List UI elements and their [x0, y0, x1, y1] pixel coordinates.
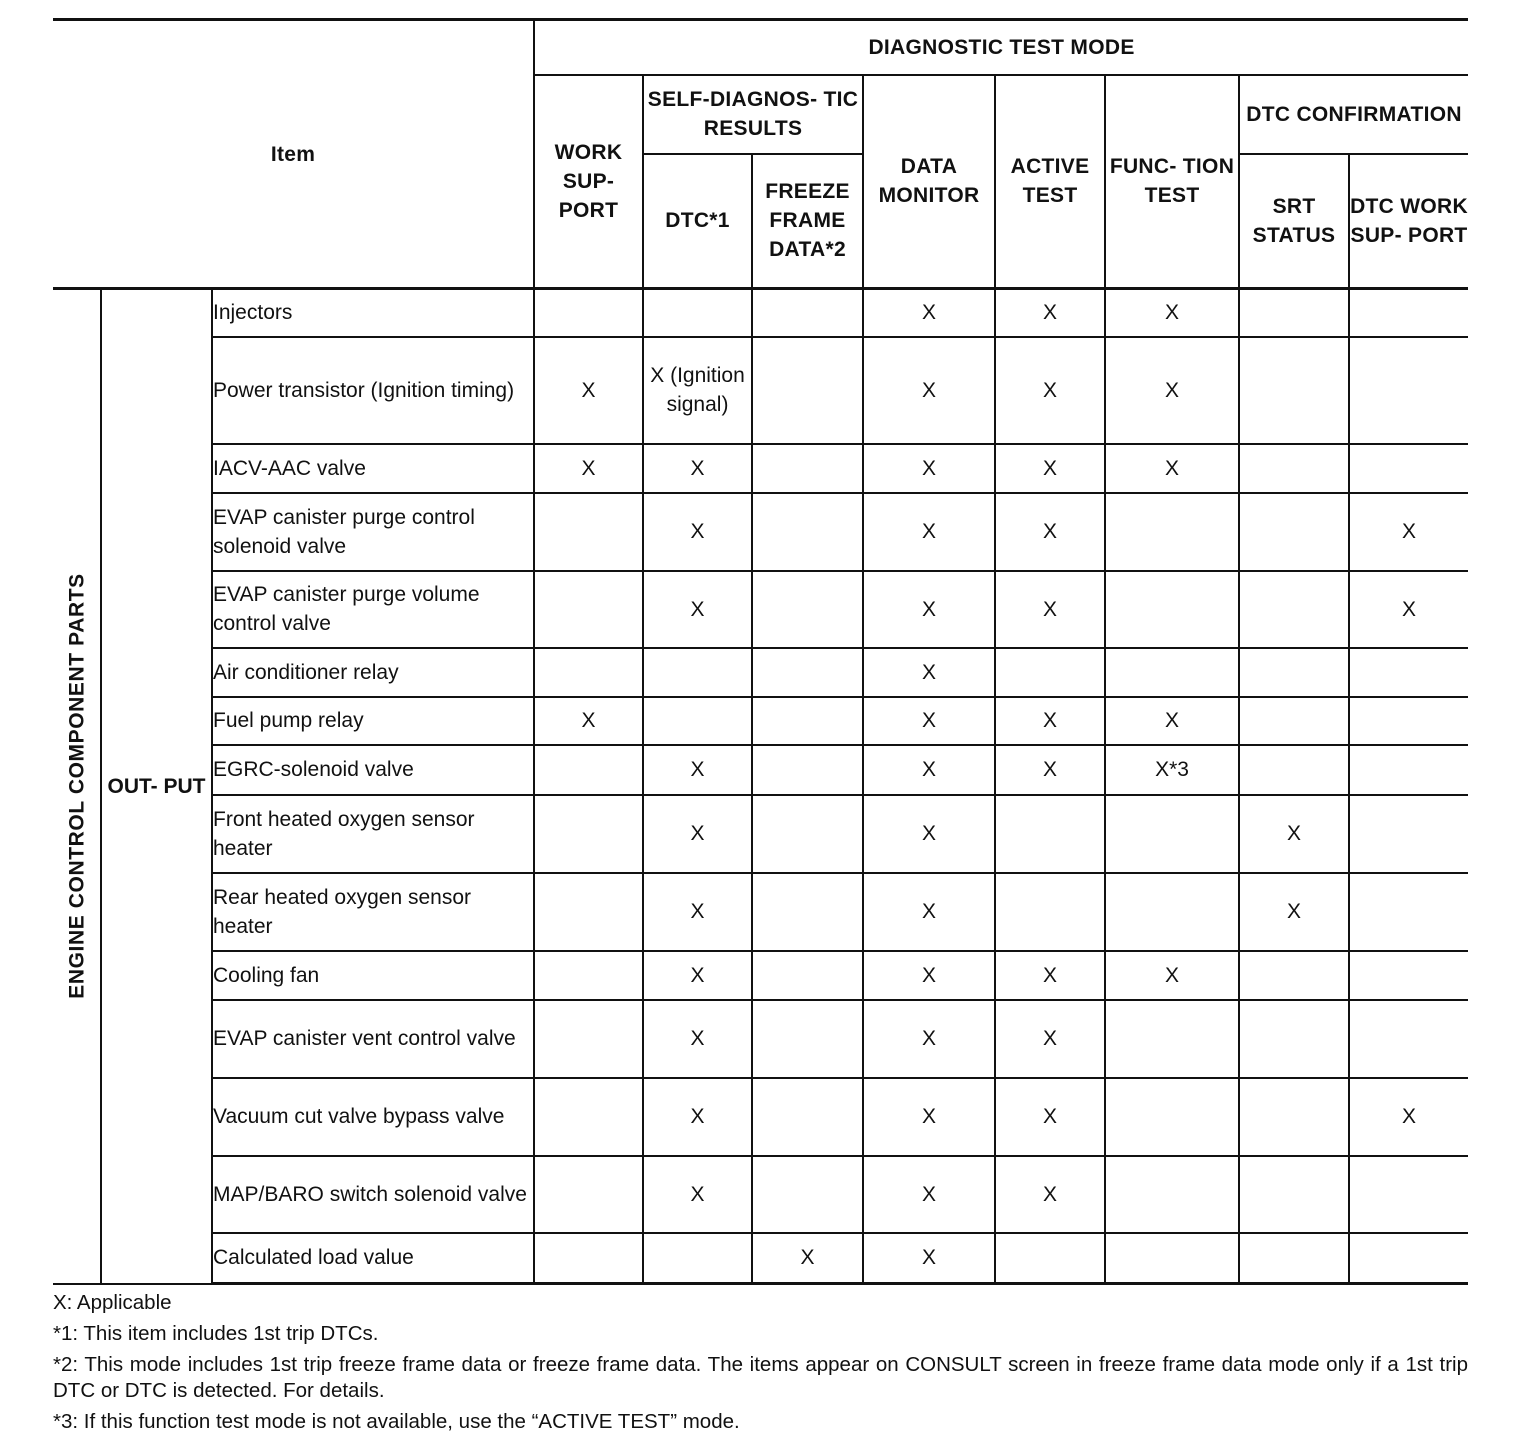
- table-header: [53, 20, 1468, 289]
- mark-cell: X: [643, 1000, 752, 1078]
- mark-cell: X: [1105, 951, 1239, 1000]
- mark-cell: X: [752, 1233, 863, 1284]
- mark-cell: X: [995, 697, 1105, 745]
- mark-cell: X: [643, 795, 752, 873]
- mark-cell: [752, 571, 863, 648]
- mark-cell: X: [995, 444, 1105, 493]
- mark-cell: X: [863, 1233, 995, 1284]
- mark-cell: [1105, 1156, 1239, 1233]
- mark-cell: [1239, 1078, 1349, 1156]
- mark-cell: [1239, 745, 1349, 795]
- mark-cell: [534, 571, 643, 648]
- mark-cell: X: [643, 1156, 752, 1233]
- mark-cell: X: [863, 337, 995, 444]
- mark-cell: X: [643, 873, 752, 951]
- mark-cell: X: [643, 951, 752, 1000]
- table-row: [53, 697, 1468, 745]
- mark-cell: [752, 493, 863, 571]
- item-cell: IACV-AAC valve: [212, 444, 534, 493]
- mark-cell: [752, 648, 863, 697]
- mark-cell: X: [534, 697, 643, 745]
- mark-cell: X: [1105, 697, 1239, 745]
- mark-cell: [1239, 571, 1349, 648]
- mark-cell: X: [863, 648, 995, 697]
- mark-cell: [1239, 1156, 1349, 1233]
- header-data-monitor: DATA MONITOR: [863, 75, 995, 289]
- item-cell: EVAP canister purge control solenoid valve: [212, 493, 534, 571]
- mark-cell: [1105, 493, 1239, 571]
- table-row: [53, 571, 1468, 648]
- mark-cell: [1349, 337, 1468, 444]
- mark-cell: X: [643, 444, 752, 493]
- mark-cell: [1349, 444, 1468, 493]
- item-cell: Injectors: [212, 289, 534, 337]
- mark-cell: X: [1239, 873, 1349, 951]
- mark-cell: [1349, 745, 1468, 795]
- mark-cell: X*3: [1105, 745, 1239, 795]
- mark-cell: [995, 795, 1105, 873]
- table-row: [53, 1156, 1468, 1233]
- mark-cell: [1239, 337, 1349, 444]
- mark-cell: [752, 697, 863, 745]
- mark-cell: [643, 1233, 752, 1284]
- item-cell: Cooling fan: [212, 951, 534, 1000]
- mark-cell: [1239, 697, 1349, 745]
- mark-cell: X: [995, 1156, 1105, 1233]
- mark-cell: X: [995, 1000, 1105, 1078]
- mark-cell: X: [643, 745, 752, 795]
- mark-cell: X: [643, 571, 752, 648]
- table-row: [53, 1078, 1468, 1156]
- mark-cell: [1105, 1000, 1239, 1078]
- mark-cell: [1349, 289, 1468, 337]
- table-row: [53, 648, 1468, 697]
- footnote-3: *3: If this function test mode is not available, use the “ACTIVE TEST” mode.: [53, 1410, 740, 1433]
- mark-cell: X: [1105, 444, 1239, 493]
- mark-cell: [1105, 795, 1239, 873]
- item-cell: EVAP canister vent control valve: [212, 1000, 534, 1078]
- mark-cell: X: [1349, 1078, 1468, 1156]
- mark-cell: [752, 951, 863, 1000]
- table-body: [53, 289, 1468, 1284]
- mark-cell: [752, 289, 863, 337]
- mark-cell: [752, 1078, 863, 1156]
- mark-cell: [752, 337, 863, 444]
- mark-cell: [643, 648, 752, 697]
- mark-cell: [534, 1156, 643, 1233]
- diagnostic-mode-table: [53, 18, 1468, 1285]
- mark-cell: [534, 873, 643, 951]
- item-cell: MAP/BARO switch solenoid valve: [212, 1156, 534, 1233]
- header-diagnostic-test-mode: DIAGNOSTIC TEST MODE: [534, 20, 1468, 75]
- footnote-2: *2: This mode includes 1st trip freeze frame data or freeze frame data. The items appear on CONSULT screen in freeze frame data mode only if a 1st trip DTC or DTC is detected. For details.: [53, 1353, 1468, 1402]
- mark-cell: [752, 745, 863, 795]
- mark-cell: [1349, 1000, 1468, 1078]
- header-active-test: ACTIVE TEST: [995, 75, 1105, 289]
- mark-cell: X: [863, 951, 995, 1000]
- mark-cell: X: [1239, 795, 1349, 873]
- mark-cell: [1239, 951, 1349, 1000]
- mark-cell: [752, 873, 863, 951]
- mark-cell: X: [995, 1078, 1105, 1156]
- mark-cell: X: [1349, 571, 1468, 648]
- mark-cell: X: [863, 493, 995, 571]
- mark-cell: [1105, 571, 1239, 648]
- footnotes: [53, 1290, 1468, 1440]
- item-cell: Power transistor (Ignition timing): [212, 337, 534, 444]
- mark-cell: [1239, 648, 1349, 697]
- item-cell: EVAP canister purge volume control valve: [212, 571, 534, 648]
- mark-cell: X: [643, 1078, 752, 1156]
- mark-cell: [1349, 1156, 1468, 1233]
- mark-cell: [1105, 648, 1239, 697]
- mark-cell: X: [995, 493, 1105, 571]
- mark-cell: [752, 795, 863, 873]
- mark-cell: [1239, 493, 1349, 571]
- mark-cell: [643, 289, 752, 337]
- mark-cell: [1349, 795, 1468, 873]
- table-row: [53, 1000, 1468, 1078]
- mark-cell: [534, 648, 643, 697]
- category-label: [53, 289, 101, 1284]
- table-row: [53, 873, 1468, 951]
- mark-cell: [534, 745, 643, 795]
- header-dtc: DTC*1: [643, 154, 752, 289]
- item-cell: Calculated load value: [212, 1233, 534, 1284]
- mark-cell: [534, 1000, 643, 1078]
- mark-cell: X: [1105, 337, 1239, 444]
- header-work-support: WORK SUP- PORT: [534, 75, 643, 289]
- mark-cell: X: [995, 745, 1105, 795]
- mark-cell: [1105, 1078, 1239, 1156]
- category-text: ENGINE CONTROL COMPONENT PARTS: [65, 573, 88, 1000]
- mark-cell: X (Ignition signal): [643, 337, 752, 444]
- table-row: [53, 337, 1468, 444]
- item-cell: Fuel pump relay: [212, 697, 534, 745]
- mark-cell: [752, 444, 863, 493]
- table-row: [53, 795, 1468, 873]
- mark-cell: X: [995, 289, 1105, 337]
- mark-cell: [534, 289, 643, 337]
- mark-cell: [1105, 873, 1239, 951]
- header-item: Item: [53, 20, 534, 289]
- mark-cell: X: [534, 444, 643, 493]
- item-cell: EGRC-solenoid valve: [212, 745, 534, 795]
- mark-cell: [1239, 1233, 1349, 1284]
- mark-cell: X: [863, 1000, 995, 1078]
- mark-cell: X: [995, 951, 1105, 1000]
- mark-cell: [1105, 1233, 1239, 1284]
- item-cell: Front heated oxygen sensor heater: [212, 795, 534, 873]
- header-function-test: FUNC- TION TEST: [1105, 75, 1239, 289]
- mark-cell: X: [863, 444, 995, 493]
- header-srt-status: SRT STATUS: [1239, 154, 1349, 289]
- mark-cell: X: [863, 795, 995, 873]
- mark-cell: X: [1349, 493, 1468, 571]
- table-row: [53, 745, 1468, 795]
- mark-cell: X: [534, 337, 643, 444]
- mark-cell: [995, 873, 1105, 951]
- mark-cell: [1349, 648, 1468, 697]
- mark-cell: [1239, 289, 1349, 337]
- mark-cell: [995, 648, 1105, 697]
- table-row: [53, 289, 1468, 337]
- mark-cell: X: [863, 289, 995, 337]
- mark-cell: [534, 1078, 643, 1156]
- mark-cell: X: [863, 571, 995, 648]
- mark-cell: [534, 951, 643, 1000]
- mark-cell: X: [1105, 289, 1239, 337]
- mark-cell: [534, 795, 643, 873]
- mark-cell: X: [995, 571, 1105, 648]
- table-row: [53, 1233, 1468, 1284]
- mark-cell: X: [863, 697, 995, 745]
- mark-cell: [752, 1000, 863, 1078]
- mark-cell: [1349, 951, 1468, 1000]
- mark-cell: [1349, 1233, 1468, 1284]
- mark-cell: X: [863, 1078, 995, 1156]
- header-dtc-work-support: DTC WORK SUP- PORT: [1349, 154, 1468, 289]
- subcategory-label: OUT- PUT: [101, 289, 212, 1284]
- mark-cell: X: [643, 493, 752, 571]
- table-row: [53, 951, 1468, 1000]
- mark-cell: [1349, 873, 1468, 951]
- mark-cell: [534, 493, 643, 571]
- header-dtc-confirmation: DTC CONFIRMATION: [1239, 75, 1468, 154]
- footnote-1: *1: This item includes 1st trip DTCs.: [53, 1322, 379, 1345]
- mark-cell: [643, 697, 752, 745]
- header-freeze-frame: FREEZE FRAME DATA*2: [752, 154, 863, 289]
- footnote-applicable: X: Applicable: [53, 1291, 172, 1314]
- table-row: [53, 444, 1468, 493]
- mark-cell: [1239, 1000, 1349, 1078]
- mark-cell: X: [995, 337, 1105, 444]
- table-row: [53, 493, 1468, 571]
- mark-cell: [1349, 697, 1468, 745]
- header-self-diag-results: SELF-DIAGNOS- TIC RESULTS: [643, 75, 863, 154]
- mark-cell: [534, 1233, 643, 1284]
- mark-cell: X: [863, 873, 995, 951]
- item-cell: Air conditioner relay: [212, 648, 534, 697]
- item-cell: Rear heated oxygen sensor heater: [212, 873, 534, 951]
- mark-cell: [1239, 444, 1349, 493]
- mark-cell: X: [863, 1156, 995, 1233]
- mark-cell: [995, 1233, 1105, 1284]
- mark-cell: X: [863, 745, 995, 795]
- mark-cell: [752, 1156, 863, 1233]
- item-cell: Vacuum cut valve bypass valve: [212, 1078, 534, 1156]
